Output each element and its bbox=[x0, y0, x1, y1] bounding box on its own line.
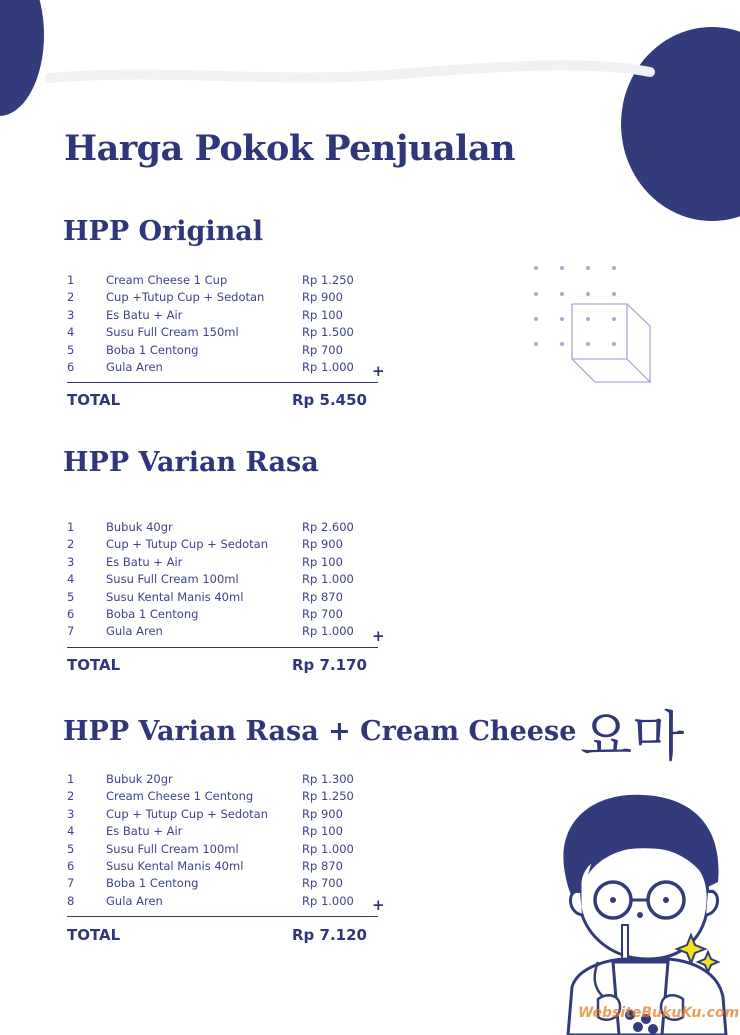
item-price: Rp 100 bbox=[302, 824, 343, 839]
svg-text:요마: 요마 bbox=[580, 705, 685, 768]
list-item bbox=[67, 875, 387, 892]
total-divider bbox=[67, 916, 378, 917]
item-number: 2 bbox=[67, 290, 75, 305]
item-number: 1 bbox=[67, 772, 75, 786]
item-number: 3 bbox=[67, 806, 75, 821]
item-price: Rp 1.000 bbox=[302, 841, 354, 856]
item-number: 2 bbox=[67, 789, 75, 804]
item-name: Cream Cheese 1 Cup bbox=[106, 273, 228, 287]
list-item bbox=[67, 342, 387, 359]
item-number: 5 bbox=[67, 841, 75, 856]
item-name: Gula Aren bbox=[106, 359, 163, 374]
item-price: Rp 870 bbox=[302, 858, 343, 873]
item-price: Rp 900 bbox=[302, 806, 343, 821]
item-number: 6 bbox=[67, 359, 75, 374]
list-item bbox=[67, 623, 387, 640]
item-number: 1 bbox=[67, 273, 75, 287]
item-name: Cream Cheese 1 Centong bbox=[106, 789, 254, 804]
list-item bbox=[67, 841, 387, 858]
list-item bbox=[67, 536, 387, 553]
item-price: Rp 1.300 bbox=[302, 772, 354, 786]
item-list-varian-rasa bbox=[67, 519, 387, 641]
item-number: 4 bbox=[67, 572, 75, 587]
watermark: WebsiteBukuKu.com bbox=[578, 1005, 740, 1021]
item-price: Rp 2.600 bbox=[302, 520, 354, 534]
item-price: Rp 870 bbox=[302, 589, 343, 604]
item-price: Rp 700 bbox=[302, 606, 343, 621]
list-item bbox=[67, 858, 387, 875]
cube-outline-icon bbox=[526, 258, 661, 388]
list-item bbox=[67, 771, 387, 788]
item-number: 5 bbox=[67, 342, 75, 357]
item-price: Rp 1.000 bbox=[302, 893, 354, 908]
item-number: 4 bbox=[67, 325, 75, 340]
list-item bbox=[67, 324, 387, 341]
item-name: Gula Aren bbox=[106, 893, 163, 908]
item-name: Cup +Tutup Cup + Sedotan bbox=[106, 290, 265, 305]
list-item bbox=[67, 359, 387, 376]
list-item bbox=[67, 571, 387, 588]
decor-brush-stroke bbox=[40, 50, 660, 90]
list-item bbox=[67, 554, 387, 571]
item-number: 6 bbox=[67, 858, 75, 873]
plus-sign: + bbox=[372, 627, 385, 645]
section-heading-varian-rasa: HPP Varian Rasa bbox=[63, 447, 319, 478]
list-item bbox=[67, 272, 387, 289]
total-value: Rp 5.450 bbox=[292, 391, 367, 409]
korean-lettering bbox=[580, 703, 720, 771]
item-name: Boba 1 Centong bbox=[106, 876, 199, 891]
item-number: 7 bbox=[67, 876, 75, 891]
item-name: Bubuk 40gr bbox=[106, 520, 173, 534]
total-value: Rp 7.170 bbox=[292, 656, 367, 674]
item-price: Rp 1.250 bbox=[302, 789, 354, 804]
list-item bbox=[67, 823, 387, 840]
total-value: Rp 7.120 bbox=[292, 926, 367, 944]
decor-circle-top-left bbox=[0, 0, 44, 116]
item-name: Gula Aren bbox=[106, 624, 163, 639]
item-name: Es Batu + Air bbox=[106, 307, 183, 322]
total-divider bbox=[67, 647, 378, 648]
item-number: 3 bbox=[67, 554, 75, 569]
item-name: Bubuk 20gr bbox=[106, 772, 173, 786]
section-heading-varian-rasa-cream-cheese: HPP Varian Rasa + Cream Cheese bbox=[63, 716, 577, 747]
item-list-original bbox=[67, 272, 387, 376]
list-item bbox=[67, 788, 387, 805]
item-price: Rp 1.500 bbox=[302, 325, 354, 340]
item-number: 1 bbox=[67, 520, 75, 534]
item-number: 8 bbox=[67, 893, 75, 908]
list-item bbox=[67, 806, 387, 823]
item-name: Cup + Tutup Cup + Sedotan bbox=[106, 537, 269, 552]
total-label: TOTAL bbox=[67, 391, 121, 409]
boy-drinking-boba-icon bbox=[558, 787, 740, 1035]
plus-sign: + bbox=[372, 896, 385, 914]
list-item bbox=[67, 307, 387, 324]
item-price: Rp 1.250 bbox=[302, 273, 354, 287]
item-name: Boba 1 Centong bbox=[106, 342, 199, 357]
item-number: 2 bbox=[67, 537, 75, 552]
item-name: Cup + Tutup Cup + Sedotan bbox=[106, 806, 269, 821]
item-name: Es Batu + Air bbox=[106, 554, 183, 569]
item-name: Es Batu + Air bbox=[106, 824, 183, 839]
list-item bbox=[67, 519, 387, 536]
item-price: Rp 100 bbox=[302, 554, 343, 569]
item-number: 7 bbox=[67, 624, 75, 639]
item-number: 5 bbox=[67, 589, 75, 604]
item-price: Rp 700 bbox=[302, 342, 343, 357]
item-price: Rp 100 bbox=[302, 307, 343, 322]
item-name: Boba 1 Centong bbox=[106, 606, 199, 621]
dot-grid-icon bbox=[534, 266, 616, 346]
total-label: TOTAL bbox=[67, 656, 121, 674]
list-item bbox=[67, 893, 387, 910]
list-item bbox=[67, 589, 387, 606]
item-name: Susu Full Cream 150ml bbox=[106, 325, 239, 340]
item-price: Rp 1.000 bbox=[302, 572, 354, 587]
item-number: 6 bbox=[67, 606, 75, 621]
item-list-varian-rasa-cream-cheese bbox=[67, 771, 387, 910]
item-price: Rp 900 bbox=[302, 290, 343, 305]
item-price: Rp 1.000 bbox=[302, 624, 354, 639]
item-price: Rp 900 bbox=[302, 537, 343, 552]
page-title: Harga Pokok Penjualan bbox=[64, 128, 516, 169]
total-divider bbox=[67, 382, 378, 383]
item-price: Rp 1.000 bbox=[302, 359, 354, 374]
item-number: 4 bbox=[67, 824, 75, 839]
item-name: Susu Full Cream 100ml bbox=[106, 572, 239, 587]
item-name: Susu Full Cream 100ml bbox=[106, 841, 239, 856]
item-name: Susu Kental Manis 40ml bbox=[106, 589, 244, 604]
section-heading-original: HPP Original bbox=[63, 216, 264, 247]
item-price: Rp 700 bbox=[302, 876, 343, 891]
plus-sign: + bbox=[372, 362, 385, 380]
item-name: Susu Kental Manis 40ml bbox=[106, 858, 244, 873]
list-item bbox=[67, 289, 387, 306]
list-item bbox=[67, 606, 387, 623]
item-number: 3 bbox=[67, 307, 75, 322]
total-label: TOTAL bbox=[67, 926, 121, 944]
